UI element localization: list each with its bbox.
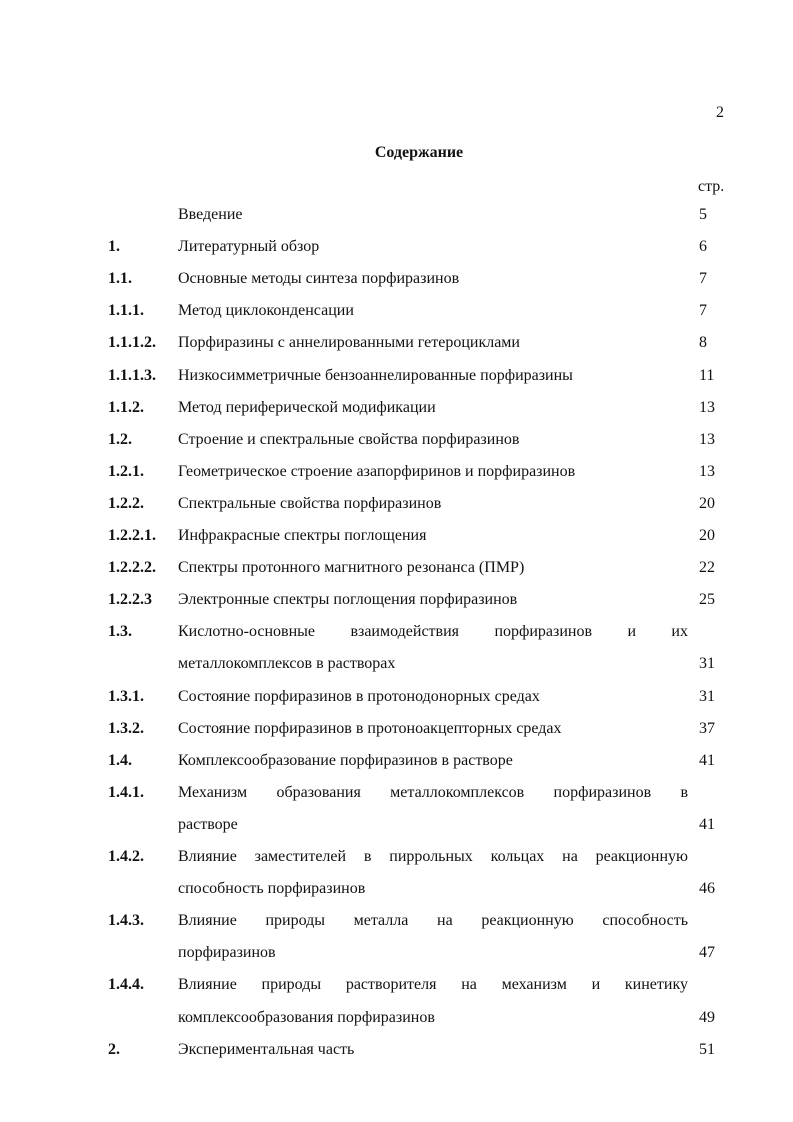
toc-section-number: 2. <box>108 1040 120 1058</box>
toc-page-number: 47 <box>699 944 715 962</box>
toc-page-number: 7 <box>699 302 707 320</box>
toc-page-number: 31 <box>699 687 715 705</box>
toc-page-number: 46 <box>699 880 715 898</box>
toc-row <box>0 430 793 450</box>
toc-section-title: Порфиразины с аннелированными гетероциклами <box>178 334 520 352</box>
toc-section-title: Метод периферической модификации <box>178 398 436 416</box>
toc-section-number: 1.1. <box>108 270 132 288</box>
toc-row <box>0 622 793 642</box>
toc-section-number: 1.2.1. <box>108 462 144 480</box>
toc-section-title: Влияние природы металла на реакционную способность <box>178 912 688 930</box>
toc-section-number: 1.1.2. <box>108 398 144 416</box>
toc-section-number: 1.3.2. <box>108 719 144 737</box>
toc-row <box>0 237 793 257</box>
page-title: Содержание <box>374 144 464 161</box>
toc-page-number: 7 <box>699 270 707 288</box>
toc-row <box>0 398 793 418</box>
toc-row <box>0 879 793 899</box>
toc-row <box>0 301 793 321</box>
page-number: 2 <box>716 104 724 121</box>
toc-section-title: Строение и спектральные свойства порфиразинов <box>178 430 520 448</box>
toc-section-number: 1.2.2.2. <box>108 559 156 577</box>
toc-section-title: Литературный обзор <box>178 238 320 256</box>
toc-section-title: комплексообразования порфиразинов <box>178 1008 435 1026</box>
toc-row <box>0 558 793 578</box>
toc-section-number: 1.1.1.3. <box>108 366 156 384</box>
toc-section-title: Метод циклоконденсации <box>178 302 354 320</box>
toc-row <box>0 494 793 514</box>
toc-page-number: 51 <box>699 1040 715 1058</box>
toc-section-title: Введение <box>178 206 243 223</box>
toc-section-title: способность порфиразинов <box>178 880 366 898</box>
toc-section-title: Экспериментальная часть <box>178 1040 355 1058</box>
toc-row <box>0 269 793 289</box>
toc-section-number: 1.4.3. <box>108 912 144 930</box>
toc-row <box>0 847 793 867</box>
toc-page-number: 20 <box>699 527 715 544</box>
toc-section-title: Кислотно-основные взаимодействия порфиразинов и их <box>178 623 688 641</box>
toc-row <box>0 943 793 963</box>
toc-section-title: Спектры протонного магнитного резонанса (ПМР) <box>178 559 525 577</box>
toc-section-title: металлокомплексов в растворах <box>178 655 396 673</box>
toc-section-number: 1. <box>108 238 120 256</box>
toc-section-number: 1.2.2.1. <box>108 527 156 544</box>
toc-row <box>0 333 793 353</box>
toc-section-title: Основные методы синтеза порфиразинов <box>178 270 460 288</box>
toc-page-number: 20 <box>699 494 715 512</box>
toc-section-number: 1.1.1. <box>108 302 144 320</box>
toc-page-number: 25 <box>699 591 715 609</box>
toc-section-title: Электронные спектры поглощения порфиразинов <box>178 591 518 609</box>
toc-page-number: 13 <box>699 398 715 416</box>
toc-page-number: 41 <box>699 751 715 769</box>
toc-row <box>0 205 793 225</box>
toc-section-number: 1.3.1. <box>108 687 144 705</box>
toc-row <box>0 366 793 386</box>
toc-section-number: 1.4.2. <box>108 848 144 865</box>
toc-section-number: 1.4.4. <box>108 976 144 994</box>
toc-row <box>0 815 793 835</box>
toc-section-title: Состояние порфиразинов в протонодонорных средах <box>178 687 540 705</box>
toc-page-number: 5 <box>699 206 707 223</box>
toc-row <box>0 654 793 674</box>
toc-section-title: Влияние заместителей в пиррольных кольцах на реакционную <box>178 848 688 865</box>
toc-section-title: растворе <box>178 815 238 833</box>
toc-section-title: Состояние порфиразинов в протоноакцепторных средах <box>178 719 562 737</box>
toc-section-title: Механизм образования металлокомплексов порфиразинов в <box>178 783 688 801</box>
toc-page-number: 49 <box>699 1008 715 1026</box>
toc-page-number: 13 <box>699 462 715 480</box>
toc-row <box>0 911 793 931</box>
toc-section-number: 1.2. <box>108 430 132 448</box>
toc-row <box>0 687 793 707</box>
toc-section-number: 1.2.2.3 <box>108 591 152 609</box>
toc-page-number: 22 <box>699 559 715 577</box>
toc-row <box>0 719 793 739</box>
toc-page-number: 41 <box>699 815 715 833</box>
toc-page-number: 31 <box>699 655 715 673</box>
toc-section-number: 1.3. <box>108 623 132 641</box>
toc-page-number: 13 <box>699 430 715 448</box>
toc-page-number: 6 <box>699 238 707 256</box>
page-column-header: стр. <box>698 178 725 195</box>
toc-row <box>0 1008 793 1028</box>
toc-section-title: Геометрическое строение азапорфиринов и порфиразинов <box>178 462 576 480</box>
toc-row <box>0 1040 793 1060</box>
toc-section-title: порфиразинов <box>178 944 276 962</box>
toc-row <box>0 526 793 546</box>
toc-row <box>0 462 793 482</box>
toc-section-number: 1.4. <box>108 751 132 769</box>
toc-page-number: 11 <box>699 366 715 384</box>
toc-page-number: 8 <box>699 334 707 352</box>
toc-section-title: Влияние природы растворителя на механизм и кинетику <box>178 976 688 994</box>
toc-section-title: Инфракрасные спектры поглощения <box>178 527 427 544</box>
toc-page-number: 37 <box>699 719 715 737</box>
toc-section-number: 1.1.1.2. <box>108 334 156 352</box>
toc-section-title: Комплексообразование порфиразинов в растворе <box>178 751 513 769</box>
toc-row <box>0 751 793 771</box>
toc-section-title: Низкосимметричные бензоаннелированные порфиразины <box>178 366 573 384</box>
toc-row <box>0 975 793 995</box>
toc-row <box>0 590 793 610</box>
toc-section-number: 1.2.2. <box>108 494 144 512</box>
toc-row <box>0 783 793 803</box>
toc-section-title: Спектральные свойства порфиразинов <box>178 494 442 512</box>
toc-section-number: 1.4.1. <box>108 783 144 801</box>
